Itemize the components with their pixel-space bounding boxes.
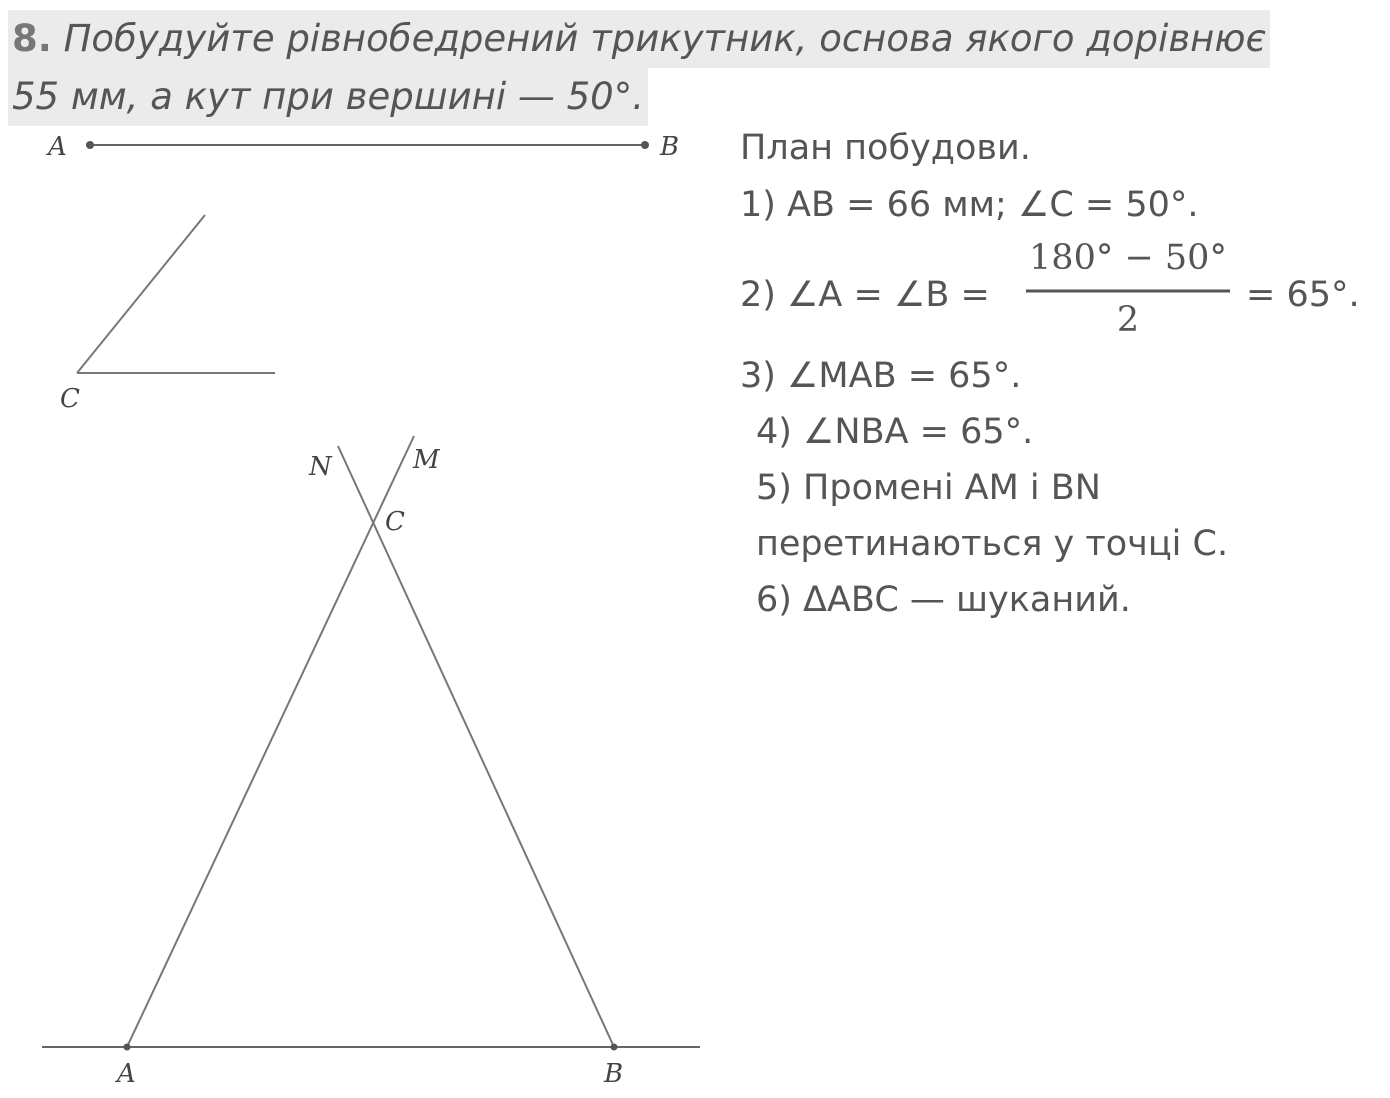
label-b-top: B [660,132,680,162]
label-b: B [604,1059,624,1089]
problem-text-2: 55 мм, а кут при вершині — 50°. [12,75,644,118]
plan-step-5a: 5) Промені AM і BN [756,468,1101,508]
angle-ray-upper [77,215,205,373]
label-a: A [117,1059,136,1089]
label-c-angle: C [60,384,80,414]
plan-title: План побудови. [740,128,1031,168]
label-n: N [309,452,332,482]
plan-step-3: 3) ∠MAB = 65°. [740,356,1022,396]
plan-step-2-right: = 65°. [1246,275,1360,315]
label-a-top: A [48,132,67,162]
ray-bn [338,446,614,1047]
point-b-top [641,141,649,149]
point-a-top [86,141,94,149]
plan-step-5b: перетинаються у точці C. [756,524,1229,564]
problem-text-1: Побудуйте рівнобедрений трикутник, основа якого дорівнює [63,17,1266,60]
label-c: C [385,507,405,537]
plan-step-6: 6) ΔABC — шуканий. [756,580,1131,620]
plan-step-2-left: 2) ∠A = ∠B = [740,275,990,315]
problem-number: 8. [12,17,52,60]
point-b [611,1044,618,1051]
fraction-denominator: 2 [1116,300,1140,340]
plan-step-4: 4) ∠NBA = 65°. [756,412,1034,452]
fraction-numerator: 180° − 50° [1029,238,1227,278]
label-m: M [413,445,440,475]
plan-step-1: 1) AB = 66 мм; ∠C = 50°. [740,185,1199,225]
ray-am [127,436,414,1047]
point-a [124,1044,131,1051]
